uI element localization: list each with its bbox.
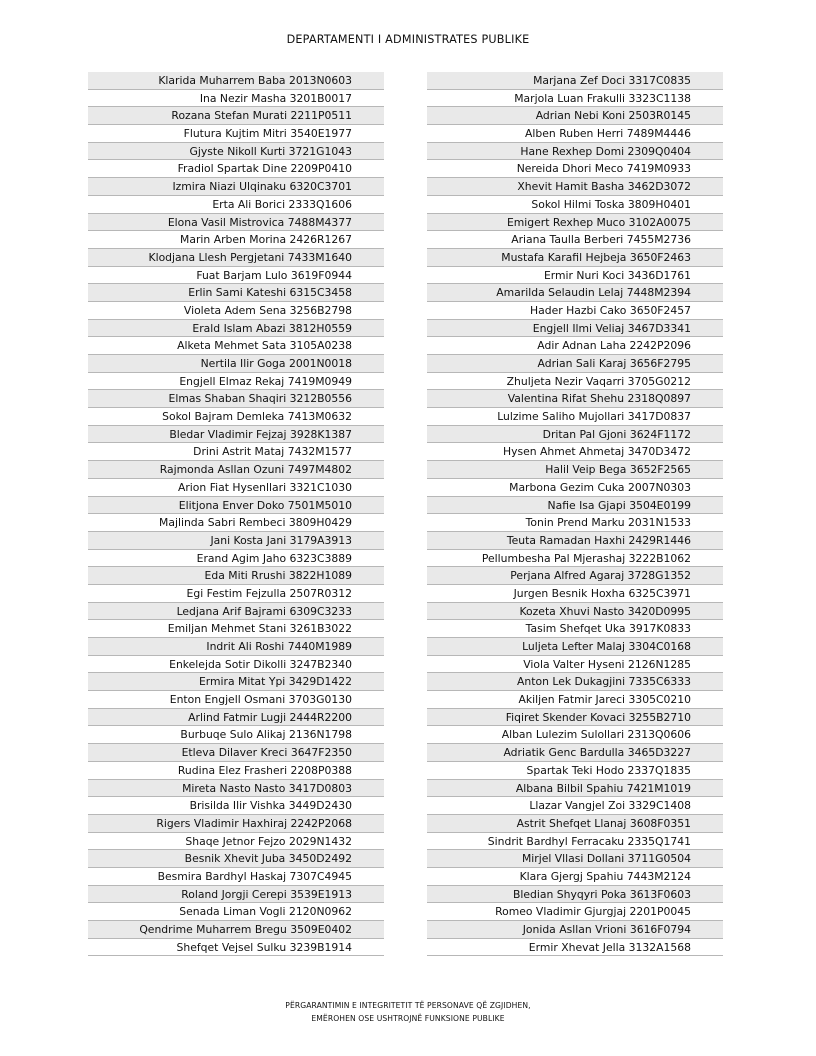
list-item: Bledian Shyqyri Poka 3613F0603 bbox=[427, 886, 723, 904]
list-item: Klara Gjergj Spahiu 7443M2124 bbox=[427, 868, 723, 886]
list-item: Nereida Dhori Meco 7419M0933 bbox=[427, 160, 723, 178]
list-item: Alketa Mehmet Sata 3105A0238 bbox=[88, 337, 384, 355]
footer bbox=[0, 999, 816, 1025]
list-item: Elona Vasil Mistrovica 7488M4377 bbox=[88, 214, 384, 232]
list-item: Adir Adnan Laha 2242P2096 bbox=[427, 337, 723, 355]
list-item: Alban Lulezim Sulollari 2313Q0606 bbox=[427, 726, 723, 744]
list-item: Shefqet Vejsel Sulku 3239B1914 bbox=[88, 939, 384, 957]
list-item: Erald Islam Abazi 3812H0559 bbox=[88, 320, 384, 338]
list-item: Fuat Barjam Lulo 3619F0944 bbox=[88, 267, 384, 285]
list-item: Ermira Mitat Ypi 3429D1422 bbox=[88, 673, 384, 691]
list-item: Egi Festim Fejzulla 2507R0312 bbox=[88, 585, 384, 603]
list-item: Romeo Vladimir Gjurgjaj 2201P0045 bbox=[427, 903, 723, 921]
list-item: Marjola Luan Frakulli 3323C1138 bbox=[427, 90, 723, 108]
list-item: Mireta Nasto Nasto 3417D0803 bbox=[88, 780, 384, 798]
list-item: Gjyste Nikoll Kurti 3721G1043 bbox=[88, 143, 384, 161]
list-item: Violeta Adem Sena 3256B2798 bbox=[88, 302, 384, 320]
list-item: Erand Agim Jaho 6323C3889 bbox=[88, 550, 384, 568]
list-item: Jani Kosta Jani 3179A3913 bbox=[88, 532, 384, 550]
list-item: Jurgen Besnik Hoxha 6325C3971 bbox=[427, 585, 723, 603]
list-item: Eda Miti Rrushi 3822H1089 bbox=[88, 567, 384, 585]
list-item: Astrit Shefqet Llanaj 3608F0351 bbox=[427, 815, 723, 833]
list-item: Elitjona Enver Doko 7501M5010 bbox=[88, 497, 384, 515]
list-item: Ledjana Arif Bajrami 6309C3233 bbox=[88, 603, 384, 621]
names-column-right bbox=[427, 72, 723, 956]
list-item: Amarilda Selaudin Lelaj 7448M2394 bbox=[427, 284, 723, 302]
list-item: Mirjel Vllasi Dollani 3711G0504 bbox=[427, 850, 723, 868]
list-item: Enkelejda Sotir Dikolli 3247B2340 bbox=[88, 656, 384, 674]
list-item: Akiljen Fatmir Jareci 3305C0210 bbox=[427, 691, 723, 709]
list-item: Ermir Xhevat Jella 3132A1568 bbox=[427, 939, 723, 957]
list-item: Nafie Isa Gjapi 3504E0199 bbox=[427, 497, 723, 515]
list-item: Alben Ruben Herri 7489M4446 bbox=[427, 125, 723, 143]
list-item: Marjana Zef Doci 3317C0835 bbox=[427, 72, 723, 90]
list-item: Marbona Gezim Cuka 2007N0303 bbox=[427, 479, 723, 497]
list-item: Hader Hazbi Cako 3650F2457 bbox=[427, 302, 723, 320]
list-item: Valentina Rifat Shehu 2318Q0897 bbox=[427, 390, 723, 408]
list-item: Besmira Bardhyl Haskaj 7307C4945 bbox=[88, 868, 384, 886]
list-item: Sindrit Bardhyl Ferracaku 2335Q1741 bbox=[427, 833, 723, 851]
list-item: Shaqe Jetnor Fejzo 2029N1432 bbox=[88, 833, 384, 851]
list-item: Mustafa Karafil Hejbeja 3650F2463 bbox=[427, 249, 723, 267]
list-item: Izmira Niazi Ulqinaku 6320C3701 bbox=[88, 178, 384, 196]
list-item: Klodjana Llesh Pergjetani 7433M1640 bbox=[88, 249, 384, 267]
list-item: Drini Astrit Mataj 7432M1577 bbox=[88, 443, 384, 461]
list-item: Jonida Asllan Vrioni 3616F0794 bbox=[427, 921, 723, 939]
list-item: Hysen Ahmet Ahmetaj 3470D3472 bbox=[427, 443, 723, 461]
list-item: Rudina Elez Frasheri 2208P0388 bbox=[88, 762, 384, 780]
list-item: Brisilda Ilir Vishka 3449D2430 bbox=[88, 797, 384, 815]
list-item: Ermir Nuri Koci 3436D1761 bbox=[427, 267, 723, 285]
list-item: Anton Lek Dukagjini 7335C6333 bbox=[427, 673, 723, 691]
list-item: Engjell Ilmi Veliaj 3467D3341 bbox=[427, 320, 723, 338]
list-item: Rajmonda Asllan Ozuni 7497M4802 bbox=[88, 461, 384, 479]
list-item: Viola Valter Hyseni 2126N1285 bbox=[427, 656, 723, 674]
list-item: Sokol Hilmi Toska 3809H0401 bbox=[427, 196, 723, 214]
names-column-left bbox=[88, 72, 384, 956]
footer-line-2: EMËROHEN OSE USHTROJNË FUNKSIONE PUBLIKE bbox=[311, 1014, 505, 1023]
list-item: Kozeta Xhuvi Nasto 3420D0995 bbox=[427, 603, 723, 621]
list-item: Elmas Shaban Shaqiri 3212B0556 bbox=[88, 390, 384, 408]
list-item: Zhuljeta Nezir Vaqarri 3705G0212 bbox=[427, 373, 723, 391]
list-item: Rozana Stefan Murati 2211P0511 bbox=[88, 107, 384, 125]
list-item: Adriatik Genc Bardulla 3465D3227 bbox=[427, 744, 723, 762]
list-item: Klarida Muharrem Baba 2013N0603 bbox=[88, 72, 384, 90]
list-item: Indrit Ali Roshi 7440M1989 bbox=[88, 638, 384, 656]
list-item: Qendrime Muharrem Bregu 3509E0402 bbox=[88, 921, 384, 939]
list-item: Engjell Elmaz Rekaj 7419M0949 bbox=[88, 373, 384, 391]
list-item: Ina Nezir Masha 3201B0017 bbox=[88, 90, 384, 108]
list-item: Perjana Alfred Agaraj 3728G1352 bbox=[427, 567, 723, 585]
list-item: Adrian Nebi Koni 2503R0145 bbox=[427, 107, 723, 125]
list-item: Dritan Pal Gjoni 3624F1172 bbox=[427, 426, 723, 444]
list-item: Enton Engjell Osmani 3703G0130 bbox=[88, 691, 384, 709]
list-item: Burbuqe Sulo Alikaj 2136N1798 bbox=[88, 726, 384, 744]
list-item: Xhevit Hamit Basha 3462D3072 bbox=[427, 178, 723, 196]
list-item: Lulzime Saliho Mujollari 3417D0837 bbox=[427, 408, 723, 426]
list-item: Marin Arben Morina 2426R1267 bbox=[88, 231, 384, 249]
list-item: Erta Ali Borici 2333Q1606 bbox=[88, 196, 384, 214]
list-item: Adrian Sali Karaj 3656F2795 bbox=[427, 355, 723, 373]
list-item: Albana Bilbil Spahiu 7421M1019 bbox=[427, 780, 723, 798]
list-item: Sokol Bajram Demleka 7413M0632 bbox=[88, 408, 384, 426]
list-item: Etleva Dilaver Kreci 3647F2350 bbox=[88, 744, 384, 762]
list-item: Luljeta Lefter Malaj 3304C0168 bbox=[427, 638, 723, 656]
list-item: Teuta Ramadan Haxhi 2429R1446 bbox=[427, 532, 723, 550]
list-item: Arlind Fatmir Lugji 2444R2200 bbox=[88, 709, 384, 727]
list-item: Tonin Prend Marku 2031N1533 bbox=[427, 514, 723, 532]
list-item: Halil Veip Bega 3652F2565 bbox=[427, 461, 723, 479]
list-item: Rigers Vladimir Haxhiraj 2242P2068 bbox=[88, 815, 384, 833]
list-item: Emiljan Mehmet Stani 3261B3022 bbox=[88, 620, 384, 638]
list-item: Majlinda Sabri Rembeci 3809H0429 bbox=[88, 514, 384, 532]
list-item: Roland Jorgji Cerepi 3539E1913 bbox=[88, 886, 384, 904]
list-item: Besnik Xhevit Juba 3450D2492 bbox=[88, 850, 384, 868]
list-item: Arion Fiat Hysenllari 3321C1030 bbox=[88, 479, 384, 497]
list-item: Fiqiret Skender Kovaci 3255B2710 bbox=[427, 709, 723, 727]
list-item: Bledar Vladimir Fejzaj 3928K1387 bbox=[88, 426, 384, 444]
list-item: Nertila Ilir Goga 2001N0018 bbox=[88, 355, 384, 373]
page-title: DEPARTAMENTI I ADMINISTRATES PUBLIKE bbox=[286, 33, 530, 46]
list-item: Pellumbesha Pal Mjerashaj 3222B1062 bbox=[427, 550, 723, 568]
list-item: Emigert Rexhep Muco 3102A0075 bbox=[427, 214, 723, 232]
footer-line-1: PËRGARANTIMIN E INTEGRITETIT TË PERSONAVE QË ZGJIDHEN, bbox=[285, 1001, 531, 1010]
list-item: Spartak Teki Hodo 2337Q1835 bbox=[427, 762, 723, 780]
list-item: Ariana Taulla Berberi 7455M2736 bbox=[427, 231, 723, 249]
list-item: Senada Liman Vogli 2120N0962 bbox=[88, 903, 384, 921]
list-item: Tasim Shefqet Uka 3917K0833 bbox=[427, 620, 723, 638]
list-item: Erlin Sami Kateshi 6315C3458 bbox=[88, 284, 384, 302]
list-item: Hane Rexhep Domi 2309Q0404 bbox=[427, 143, 723, 161]
list-item: Llazar Vangjel Zoi 3329C1408 bbox=[427, 797, 723, 815]
list-item: Fradiol Spartak Dine 2209P0410 bbox=[88, 160, 384, 178]
list-item: Flutura Kujtim Mitri 3540E1977 bbox=[88, 125, 384, 143]
